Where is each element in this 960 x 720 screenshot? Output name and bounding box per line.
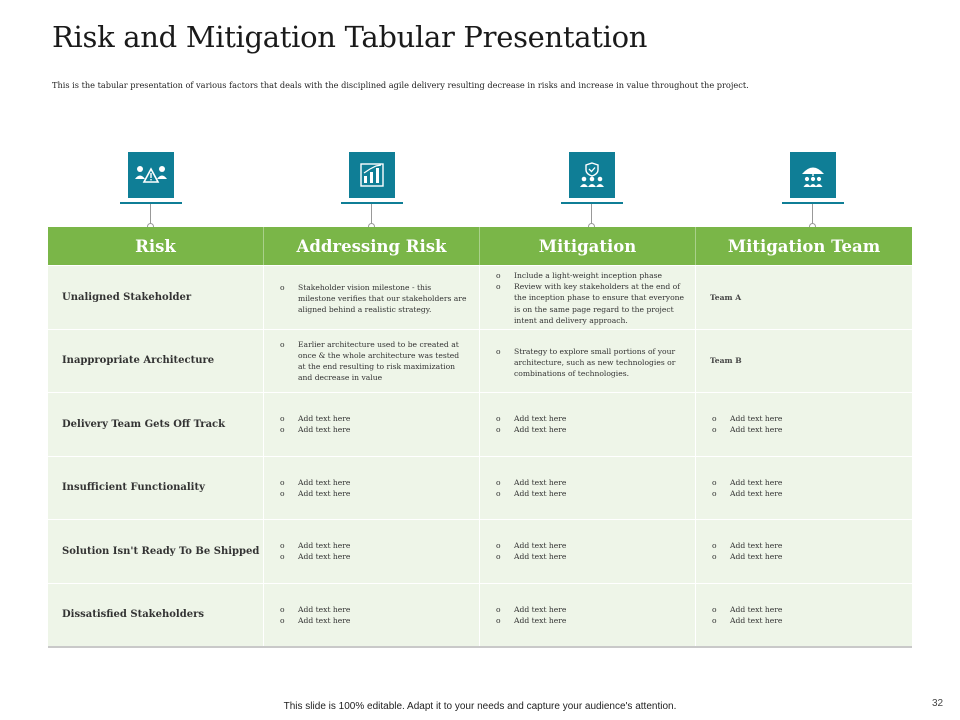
risk-cell: Delivery Team Gets Off Track (48, 393, 264, 456)
icon-underline (561, 202, 623, 204)
mitigation-cell (480, 584, 696, 647)
icon-column-mitigation (561, 152, 625, 232)
table-header (48, 227, 912, 265)
addressing-cell (264, 584, 480, 647)
addressing-cell (264, 520, 480, 583)
bullet-item: o Add text here (712, 413, 782, 424)
chart-board-icon (349, 152, 395, 198)
page-number: 32 (932, 698, 944, 709)
risk-cell: Inappropriate Architecture (48, 330, 264, 393)
mitigation-cell (480, 266, 696, 329)
addressing-cell (264, 393, 480, 456)
table-row (48, 519, 912, 583)
bullet-item: o Add text here (280, 424, 350, 435)
bullet-item: o Add text here (280, 488, 350, 499)
bullet-item: o Add text here (280, 413, 350, 424)
bullet-item: o Add text here (712, 551, 782, 562)
risk-mitigation-table (48, 227, 912, 648)
table-row (48, 329, 912, 393)
slide-title: Risk and Mitigation Tabular Presentation (52, 20, 648, 54)
bullet-item: o Add text here (280, 615, 350, 626)
mitigation-cell (480, 330, 696, 393)
risk-cell: Solution Isn't Ready To Be Shipped (48, 520, 264, 583)
bullet-item: o Add text here (280, 551, 350, 562)
bullet-item: o Review with key stakeholders at the end of the inception phase to ensure that everyone is on the same page regard to the project intent and delivery approach. (496, 281, 685, 326)
bullet-item: o Add text here (712, 540, 782, 551)
team-cell (696, 520, 912, 583)
bullet-item: o Add text here (496, 424, 566, 435)
risk-cell: Unaligned Stakeholder (48, 266, 264, 329)
team-warning-icon (128, 152, 174, 198)
mitigation-cell (480, 520, 696, 583)
bullet-item: o Add text here (496, 488, 566, 499)
risk-cell: Insufficient Functionality (48, 457, 264, 520)
addressing-cell (264, 266, 480, 329)
team-cell: Team B (710, 356, 742, 366)
header-addressing-risk: Addressing Risk (264, 227, 480, 265)
bullet-item: o Add text here (712, 488, 782, 499)
icon-column-risk (120, 152, 184, 232)
bullet-item: o Add text here (712, 477, 782, 488)
table-row (48, 392, 912, 456)
bullet-item: o Earlier architecture used to be created at once & the whole architecture was tested at the end resulting to risk maximization and decrease in value (280, 339, 469, 384)
bullet-item: o Add text here (712, 424, 782, 435)
bullet-item: o Add text here (496, 477, 566, 488)
bullet-item: o Add text here (496, 604, 566, 615)
table-row (48, 265, 912, 329)
addressing-cell (264, 457, 480, 520)
icon-column-mitigation-team (782, 152, 846, 232)
bullet-item: o Add text here (280, 604, 350, 615)
icon-underline (341, 202, 403, 204)
header-risk: Risk (48, 227, 264, 265)
bullet-item: o Add text here (280, 540, 350, 551)
header-mitigation: Mitigation (480, 227, 696, 265)
table-row (48, 456, 912, 520)
bullet-item: o Add text here (496, 615, 566, 626)
bullet-item: o Add text here (496, 551, 566, 562)
team-cell: Team A (710, 292, 742, 302)
mitigation-cell (480, 393, 696, 456)
umbrella-team-icon (790, 152, 836, 198)
team-cell (696, 584, 912, 647)
header-mitigation-team: Mitigation Team (727, 236, 881, 256)
team-cell (696, 393, 912, 456)
icon-underline (120, 202, 182, 204)
bullet-item: o Add text here (280, 477, 350, 488)
bullet-item: o Stakeholder vision milestone - this milestone verifies that our stakeholders are aligned behind a realistic strategy. (280, 282, 469, 316)
table-row (48, 583, 912, 647)
slide-subtitle: This is the tabular presentation of various factors that deals with the disciplined agile delivery resulting decrease in risks and increase in value throughout the project. (52, 80, 749, 90)
bullet-item: o Strategy to explore small portions of your architecture, such as new technologies or combinations of technologies. (496, 346, 685, 380)
icon-column-addressing-risk (341, 152, 405, 232)
bullet-item: o Add text here (496, 413, 566, 424)
bullet-item: o Include a light-weight inception phase (496, 270, 685, 281)
addressing-cell (264, 330, 480, 393)
bullet-item: o Add text here (712, 615, 782, 626)
team-cell (696, 457, 912, 520)
icon-underline (782, 202, 844, 204)
mitigation-cell (480, 457, 696, 520)
slide-footer: This slide is 100% editable. Adapt it to your needs and capture your audience's attention. (283, 701, 677, 712)
bullet-item: o Add text here (712, 604, 782, 615)
shield-team-icon (569, 152, 615, 198)
bullet-item: o Add text here (496, 540, 566, 551)
risk-cell: Dissatisfied Stakeholders (48, 584, 264, 647)
